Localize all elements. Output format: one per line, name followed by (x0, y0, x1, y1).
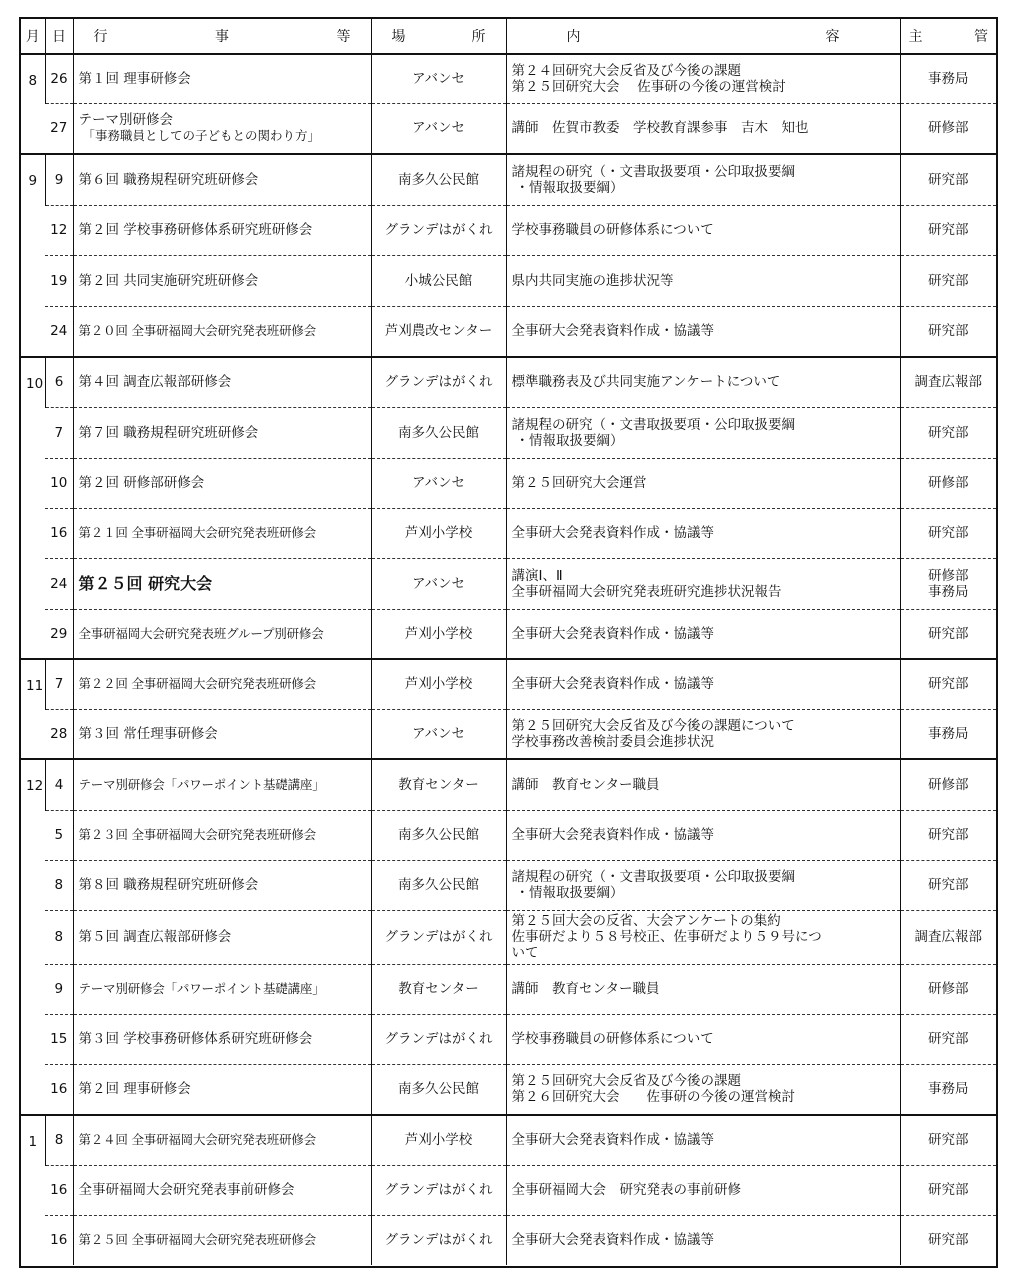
table-row (21, 810, 996, 860)
place-cell: アバンセ (371, 103, 506, 154)
content-line: 全事研大会発表資料作成・協議等 (511, 323, 714, 340)
day-cell: 16 (45, 508, 73, 558)
sponsor-cell (900, 709, 996, 759)
content-line: ・情報取扱要綱） (515, 885, 624, 901)
event-cell (73, 709, 371, 759)
content-line: 全事研福岡大会 研究発表の事前研修 (511, 1182, 741, 1198)
event-cell (73, 1215, 371, 1265)
table-row (21, 458, 996, 508)
place-cell: 芦刈小学校 (371, 1115, 506, 1165)
content-line: 諸規程の研究（・文書取扱要項・公印取扱要綱 (511, 416, 795, 433)
sponsor-line: 研究部 (928, 272, 969, 289)
content-line: 講師 教育センター職員 (511, 776, 660, 793)
sponsor-line: 研修部 (928, 120, 969, 137)
header-row (21, 19, 996, 54)
month-cell: 10 (21, 357, 45, 659)
place-cell: グランデはがくれ (371, 357, 506, 407)
content-line: 全事研大会発表資料作成・協議等 (511, 1232, 714, 1249)
content-line: 第２５回研究大会反省及び今後の課題について (511, 717, 795, 734)
day-cell: 29 (45, 609, 73, 659)
content-cell (506, 154, 900, 205)
content-cell (506, 1014, 900, 1064)
sponsor-cell (900, 154, 996, 205)
sponsor-line: 研修部 (928, 776, 969, 793)
sponsor-line: 研究部 (928, 222, 969, 238)
content-cell (506, 558, 900, 609)
event-title: 全事研福岡大会研究発表班グループ別研修会 (78, 625, 324, 641)
day-cell: 5 (45, 810, 73, 860)
sponsor-line: 調査広報部 (914, 374, 982, 391)
place-cell: 小城公民館 (371, 255, 506, 306)
sponsor-cell (900, 1064, 996, 1115)
day-cell: 8 (45, 1115, 73, 1165)
schedule-body (21, 54, 996, 1265)
place-cell: 南多久公民館 (371, 407, 506, 458)
event-cell (73, 659, 371, 709)
header-place-1: 場 (391, 29, 406, 45)
table-row (21, 103, 996, 154)
header-content-1: 内 (566, 29, 581, 45)
table-row (21, 709, 996, 759)
event-cell (73, 205, 371, 255)
content-line: 講演Ⅰ、Ⅱ (511, 567, 563, 584)
content-cell (506, 860, 900, 910)
sponsor-line: 研究部 (928, 525, 969, 541)
event-cell (73, 154, 371, 205)
day-cell: 12 (45, 205, 73, 255)
sponsor-line: 研究部 (928, 827, 969, 843)
event-cell (73, 860, 371, 910)
sponsor-line: 研究部 (928, 1031, 969, 1047)
sponsor-cell (900, 407, 996, 458)
place-cell: 南多久公民館 (371, 860, 506, 910)
header-day: 日 (45, 19, 73, 54)
place-cell: 芦刈農改センター (371, 306, 506, 357)
month-cell: 11 (21, 659, 45, 759)
content-line: 全事研福岡大会研究発表班研究進捗状況報告 (511, 583, 782, 600)
month-cell: 8 (28, 73, 38, 89)
header-event-2: 事 (215, 29, 229, 45)
content-line: 県内共同実施の進捗状況等 (511, 272, 674, 289)
event-cell (73, 508, 371, 558)
event-cell (73, 609, 371, 659)
day-cell: 16 (45, 1165, 73, 1215)
content-line: 諸規程の研究（・文書取扱要項・公印取扱要綱 (511, 163, 795, 180)
table-row (21, 1014, 996, 1064)
event-title: 第２２回 全事研福岡大会研究発表班研修会 (78, 676, 316, 692)
day-cell: 8 (45, 910, 73, 964)
header-event-3: 等 (336, 29, 351, 45)
content-line: 学校事務改善検討委員会進捗状況 (511, 733, 714, 750)
table-row (21, 860, 996, 910)
day-cell: 24 (45, 306, 73, 357)
sponsor-cell (900, 306, 996, 357)
event-subtitle: 「事務職員としての子どもとの関わり方」 (82, 128, 321, 144)
content-cell (506, 964, 900, 1014)
place-cell: アバンセ (371, 558, 506, 609)
event-cell (73, 910, 371, 964)
sponsor-line: 研究部 (928, 171, 969, 188)
sponsor-cell (900, 759, 996, 810)
sponsor-cell (900, 558, 996, 609)
sponsor-line: 研修部 (928, 567, 969, 584)
content-line: 学校事務職員の研修体系について (511, 1031, 714, 1047)
day-cell: 16 (45, 1064, 73, 1115)
content-line: 全事研大会発表資料作成・協議等 (511, 1132, 714, 1149)
place-cell: グランデはがくれ (371, 1014, 506, 1064)
place-cell: 南多久公民館 (371, 1064, 506, 1115)
place-cell: アバンセ (371, 709, 506, 759)
table-row (21, 558, 996, 609)
content-line: 第２５回研究大会 佐事研の今後の運営検討 (511, 78, 786, 95)
table-row (21, 1215, 996, 1265)
table-row (21, 910, 996, 964)
event-title: 第６回 職務規程研究班研修会 (78, 171, 259, 188)
content-line: 学校事務職員の研修体系について (511, 222, 714, 238)
event-title: 第２回 共同実施研究班研修会 (78, 272, 259, 289)
content-cell (506, 910, 900, 964)
content-cell (506, 255, 900, 306)
content-line: 講師 佐賀市教委 学校教育課参事 吉木 知也 (511, 120, 809, 137)
content-cell (506, 1215, 900, 1265)
sponsor-cell (900, 54, 996, 103)
event-cell (73, 1064, 371, 1115)
event-cell (73, 558, 371, 609)
content-cell (506, 508, 900, 558)
table-row (21, 609, 996, 659)
place-cell: グランデはがくれ (371, 1215, 506, 1265)
month-cell: 9 (21, 154, 45, 357)
sponsor-line: 事務局 (928, 1081, 969, 1098)
event-title: テーマ別研修会 (78, 112, 173, 129)
content-line: 佐事研だより５８号校正、佐事研だより５９号につ (511, 929, 822, 945)
sponsor-cell (900, 1165, 996, 1215)
month-cell: 12 (21, 759, 45, 1115)
event-cell (73, 1115, 371, 1165)
content-cell (506, 357, 900, 407)
day-cell: 4 (45, 759, 73, 810)
event-cell (73, 810, 371, 860)
schedule-sheet (19, 17, 998, 1268)
event-cell (73, 103, 371, 154)
table-row (21, 508, 996, 558)
sponsor-cell (900, 964, 996, 1014)
sponsor-line: 研究部 (928, 676, 969, 693)
sponsor-cell (900, 508, 996, 558)
event-cell (73, 54, 371, 103)
header-sponsor-2: 管 (974, 29, 988, 45)
content-line: 全事研大会発表資料作成・協議等 (511, 827, 714, 843)
sponsor-cell (900, 910, 996, 964)
sponsor-line: 研究部 (928, 625, 969, 642)
event-title: 第７回 職務規程研究班研修会 (78, 424, 259, 441)
event-title: テーマ別研修会「パワーポイント基礎講座」 (78, 776, 325, 792)
event-title: 第１回 理事研修会 (78, 70, 191, 87)
header-sponsor (900, 19, 996, 54)
event-cell (73, 255, 371, 306)
sponsor-line: 研究部 (928, 1232, 969, 1249)
table-row (21, 964, 996, 1014)
content-line: 講師 教育センター職員 (511, 981, 660, 997)
sponsor-cell (900, 609, 996, 659)
event-title: 第２０回 全事研福岡大会研究発表班研修会 (78, 323, 316, 339)
content-line: ・情報取扱要綱） (515, 179, 624, 196)
event-title: 第３回 学校事務研修体系研究班研修会 (78, 1031, 313, 1047)
table-row (21, 54, 996, 103)
content-line: 第２５回研究大会反省及び今後の課題 (511, 1073, 741, 1090)
content-cell (506, 1064, 900, 1115)
table-row (21, 1165, 996, 1215)
content-cell (506, 759, 900, 810)
sponsor-cell (900, 1215, 996, 1265)
day-cell: 7 (45, 407, 73, 458)
sponsor-cell (900, 357, 996, 407)
event-title: 第２５回 全事研福岡大会研究発表班研修会 (78, 1232, 316, 1248)
sponsor-line: 研究部 (928, 1182, 969, 1198)
header-month: 月 (21, 19, 45, 54)
sponsor-line: 調査広報部 (914, 929, 982, 945)
sponsor-line: 事務局 (928, 70, 969, 87)
event-title: 第２１回 全事研福岡大会研究発表班研修会 (78, 525, 316, 540)
event-cell (73, 306, 371, 357)
header-sponsor-1: 主 (908, 29, 923, 45)
place-cell: 芦刈小学校 (371, 508, 506, 558)
sponsor-line: 事務局 (928, 725, 969, 742)
header-event (73, 19, 371, 54)
event-title: 第２回 理事研修会 (78, 1081, 191, 1098)
event-title: 全事研福岡大会研究発表事前研修会 (78, 1182, 295, 1198)
event-cell (73, 964, 371, 1014)
content-cell (506, 103, 900, 154)
table-row (21, 154, 996, 205)
day-cell: 7 (45, 659, 73, 709)
header-content (506, 19, 900, 54)
content-cell (506, 54, 900, 103)
content-cell (506, 609, 900, 659)
content-cell (506, 458, 900, 508)
day-cell: 26 (45, 54, 73, 103)
day-cell: 9 (45, 154, 73, 205)
sponsor-line: 研究部 (928, 323, 969, 340)
header-content-2: 容 (825, 29, 840, 45)
content-cell (506, 659, 900, 709)
month-cell: 1 (21, 1115, 45, 1265)
content-line: 第２５回大会の反省、大会アンケートの集約 (511, 913, 781, 929)
event-cell (73, 1014, 371, 1064)
sponsor-line: 研究部 (928, 424, 969, 441)
content-cell (506, 306, 900, 357)
event-cell (73, 1165, 371, 1215)
table-row (21, 1064, 996, 1115)
content-cell (506, 205, 900, 255)
sponsor-cell (900, 458, 996, 508)
event-title: 第２４回 全事研福岡大会研究発表班研修会 (78, 1132, 316, 1148)
sponsor-line: 研修部 (928, 475, 969, 491)
event-title: 第２５回 研究大会 (78, 573, 213, 593)
day-cell: 28 (45, 709, 73, 759)
content-line: 第２６回研究大会 佐事研の今後の運営検討 (511, 1089, 795, 1106)
table-row (21, 205, 996, 255)
event-title: 第４回 調査広報部研修会 (78, 374, 232, 391)
event-cell (73, 407, 371, 458)
day-cell: 10 (45, 458, 73, 508)
place-cell: グランデはがくれ (371, 1165, 506, 1215)
table-row (21, 759, 996, 810)
table-row (21, 407, 996, 458)
place-cell: 芦刈小学校 (371, 609, 506, 659)
sponsor-cell (900, 860, 996, 910)
table-row (21, 255, 996, 306)
table-row (21, 1115, 996, 1165)
place-cell: グランデはがくれ (371, 205, 506, 255)
schedule-table (21, 19, 996, 1265)
sponsor-line: 事務局 (928, 583, 969, 600)
event-cell (73, 357, 371, 407)
header-place (371, 19, 506, 54)
table-row (21, 357, 996, 407)
event-title: 第８回 職務規程研究班研修会 (78, 877, 259, 893)
place-cell: 教育センター (371, 964, 506, 1014)
event-title: 第３回 常任理事研修会 (78, 725, 218, 742)
place-cell: 教育センター (371, 759, 506, 810)
sponsor-cell (900, 659, 996, 709)
event-cell (73, 759, 371, 810)
content-line: いて (511, 945, 539, 961)
content-cell (506, 810, 900, 860)
event-title: 第２回 学校事務研修体系研究班研修会 (78, 222, 313, 238)
event-title: テーマ別研修会「パワーポイント基礎講座」 (78, 981, 325, 996)
place-cell: 南多久公民館 (371, 154, 506, 205)
sponsor-cell (900, 255, 996, 306)
place-cell: グランデはがくれ (371, 910, 506, 964)
content-line: 全事研大会発表資料作成・協議等 (511, 525, 714, 541)
sponsor-line: 研究部 (928, 877, 969, 893)
day-cell: 19 (45, 255, 73, 306)
day-cell: 15 (45, 1014, 73, 1064)
content-cell (506, 1115, 900, 1165)
place-cell: アバンセ (371, 458, 506, 508)
content-cell (506, 407, 900, 458)
table-row (21, 306, 996, 357)
day-cell: 27 (45, 103, 73, 154)
place-cell: 南多久公民館 (371, 810, 506, 860)
table-row (21, 659, 996, 709)
event-title: 第２３回 全事研福岡大会研究発表班研修会 (78, 827, 316, 842)
content-line: 全事研大会発表資料作成・協議等 (511, 676, 714, 693)
content-line: 諸規程の研究（・文書取扱要項・公印取扱要綱 (511, 869, 795, 885)
content-line: 第２５回研究大会運営 (511, 475, 647, 491)
day-cell: 8 (45, 860, 73, 910)
content-cell (506, 709, 900, 759)
sponsor-line: 研修部 (928, 981, 969, 997)
day-cell: 6 (45, 357, 73, 407)
day-cell: 24 (45, 558, 73, 609)
place-cell: アバンセ (371, 54, 506, 103)
content-line: 標準職務表及び共同実施アンケートについて (511, 374, 781, 391)
content-cell (506, 1165, 900, 1215)
content-line: 全事研大会発表資料作成・協議等 (511, 625, 714, 642)
header-place-2: 所 (471, 29, 486, 45)
content-line: ・情報取扱要綱） (515, 432, 624, 449)
day-cell: 9 (45, 964, 73, 1014)
event-title: 第２回 研修部研修会 (78, 475, 205, 491)
content-line: 第２４回研究大会反省及び今後の課題 (511, 62, 741, 79)
sponsor-line: 研究部 (928, 1132, 969, 1149)
sponsor-cell (900, 1014, 996, 1064)
event-cell (73, 458, 371, 508)
place-cell: 芦刈小学校 (371, 659, 506, 709)
sponsor-cell (900, 103, 996, 154)
sponsor-cell (900, 205, 996, 255)
day-cell: 16 (45, 1215, 73, 1265)
header-event-1: 行 (93, 29, 108, 45)
sponsor-cell (900, 810, 996, 860)
event-title: 第５回 調査広報部研修会 (78, 929, 232, 945)
sponsor-cell (900, 1115, 996, 1165)
